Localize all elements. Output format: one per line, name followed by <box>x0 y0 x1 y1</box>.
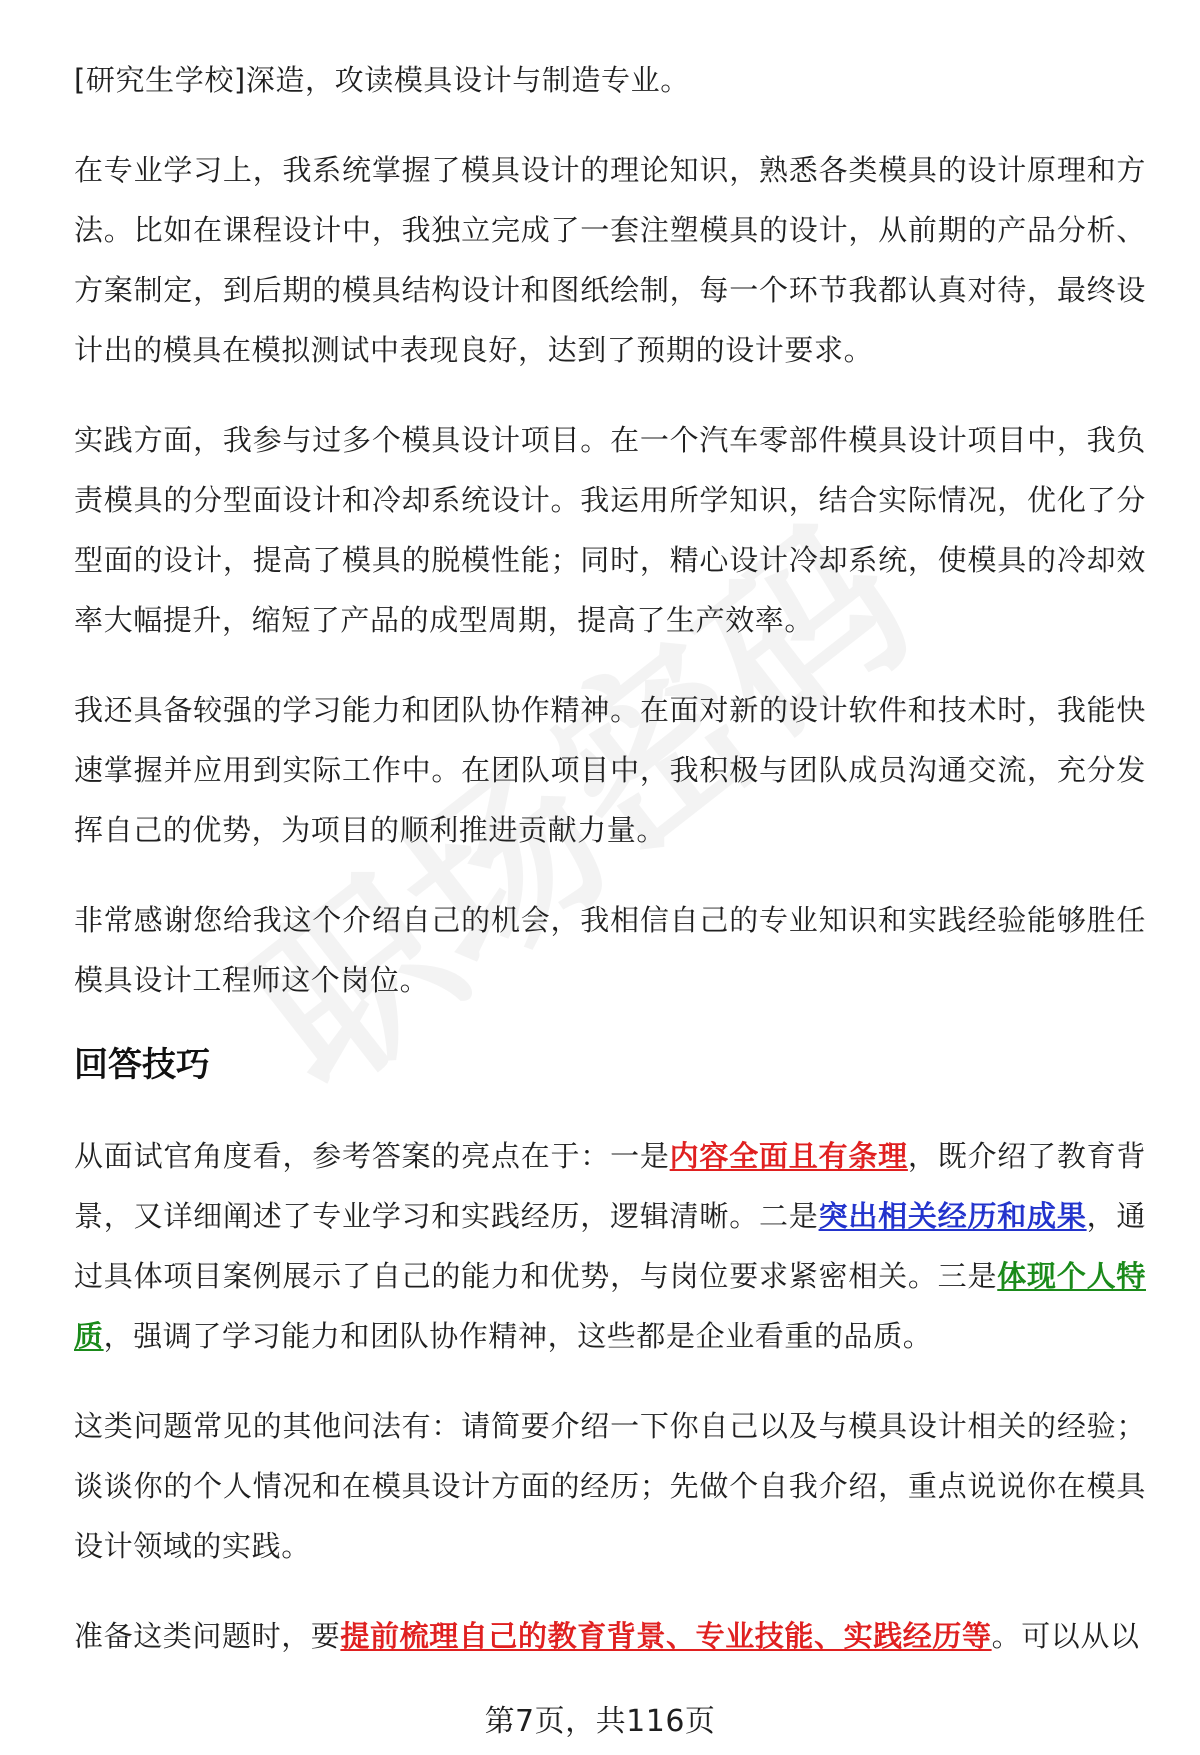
text-segment: 。可以从以 <box>991 1619 1140 1653</box>
highlight-experience: 突出相关经历和成果 <box>818 1199 1087 1233</box>
text-segment: ，强调了学习能力和团队协作精神，这些都是企业看重的品质。 <box>103 1319 933 1353</box>
paragraph-teamwork: 我还具备较强的学习能力和团队协作精神。在面对新的设计软件和技术时，我能快速掌握并应用到实际工作中。在团队项目中，我积极与团队成员沟通交流，充分发挥自己的优势，为项目的顺利推进贡献力量。 <box>74 693 1146 847</box>
text-segment: 从面试官角度看，参考答案的亮点在于：一是 <box>74 1139 670 1173</box>
highlight-traits: 体现个人特质 <box>74 1259 1146 1353</box>
paragraph-alternatives: 这类问题常见的其他问法有：请简要介绍一下你自己以及与模具设计相关的经验；谈谈你的个人情况和在模具设计方面的经历；先做个自我介绍，重点说说你在模具设计领域的实践。 <box>74 1409 1146 1563</box>
paragraph-study: 在专业学习上，我系统掌握了模具设计的理论知识，熟悉各类模具的设计原理和方法。比如在课程设计中，我独立完成了一套注塑模具的设计，从前期的产品分析、方案制定，到后期的模具结构设计和图纸绘制，每一个环节我都认真对待，最终设计出的模具在模拟测试中表现良好，达到了预期的设计要求。 <box>74 153 1146 367</box>
highlight-preparation: 提前梳理自己的教育背景、专业技能、实践经历等 <box>340 1619 992 1653</box>
paragraph-education: [研究生学校]深造，攻读模具设计与制造专业。 <box>74 63 690 97</box>
text-segment: ，既介绍了教育背景，又详细阐述了专业学习和实践经历，逻辑清晰。二是 <box>74 1139 1146 1233</box>
highlight-comprehensive: 内容全面且有条理 <box>669 1139 908 1173</box>
paragraph-closing: 非常感谢您给我这个介绍自己的机会，我相信自己的专业知识和实践经验能够胜任模具设计工程师这个岗位。 <box>74 903 1146 997</box>
paragraph-highlights <box>74 1126 1146 1366</box>
paragraph-practice: 实践方面，我参与过多个模具设计项目。在一个汽车零部件模具设计项目中，我负责模具的分型面设计和冷却系统设计。我运用所学知识，结合实际情况，优化了分型面的设计，提高了模具的脱模性能；同时，精心设计冷却系统，使模具的冷却效率大幅提升，缩短了产品的成型周期，提高了生产效率。 <box>74 423 1146 637</box>
section-title: 回答技巧 <box>74 1045 210 1085</box>
text-segment: ，通过具体项目案例展示了自己的能力和优势，与岗位要求紧密相关。三是 <box>74 1199 1146 1293</box>
text-segment: 准备这类问题时，要 <box>74 1619 341 1653</box>
document-body <box>74 50 1146 1696</box>
paragraph-preparation <box>74 1606 1146 1666</box>
page-number: 第7页，共116页 <box>484 1704 716 1739</box>
